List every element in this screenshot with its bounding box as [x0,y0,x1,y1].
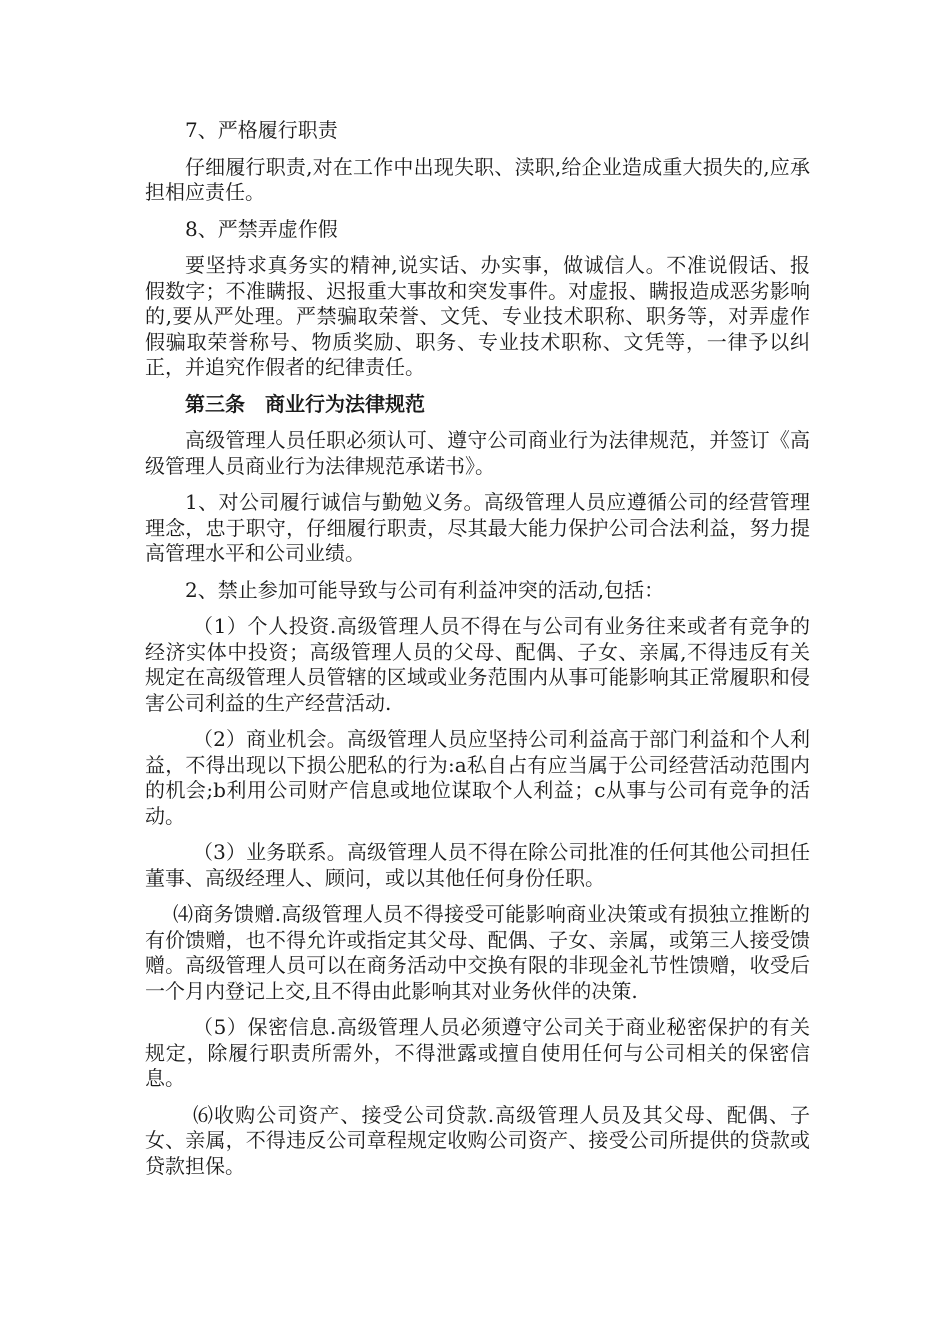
article-3-heading: 第三条 商业行为法律规范 [185,391,425,416]
sub-item-4: ⑷商务馈赠.高级管理人员不得接受可能影响商业决策或有损独立推断的有价馈赠，也不得允许或指定其父母、配偶、子女、亲属，或第三人接受馈赠。高级管理人员可以在商务活动中交换有限的非现金礼节性馈赠，收受后一个月内登记上交,且不得由此影响其对业务伙伴的决策. [145,902,810,1003]
sub-item-5: （5）保密信息.高级管理人员必须遵守公司关于商业秘密保护的有关规定，除履行职责所需外，不得泄露或擅自使用任何与公司相关的保密信息。 [145,1015,810,1090]
document-body [145,118,810,1190]
point-2: 2、禁止参加可能导致与公司有利益冲突的活动,包括： [185,577,665,602]
sub-item-6: ⑹收购公司资产、接受公司贷款.高级管理人员及其父母、配偶、子女、亲属，不得违反公司章程规定收购公司资产、接受公司所提供的贷款或贷款担保。 [145,1102,810,1178]
sub-item-1: （1）个人投资.高级管理人员不得在与公司有业务往来或者有竞争的经济实体中投资；高级管理人员的父母、配偶、子女、亲属,不得违反有关规定在高级管理人员管辖的区域或业务范围内从事可能影响其正常履职和侵害公司利益的生产经营活动. [145,614,810,715]
item-8-body: 要坚持求真务实的精神,说实话、办实事，做诚信人。不准说假话、报假数字；不准瞒报、迟报重大事故和突发事件。对虚报、瞒报造成恶劣影响的,要从严处理。严禁骗取荣誉、文凭、专业技术职称、职务等，对弄虚作假骗取荣誉称号、物质奖励、职务、专业技术职称、文凭等，一律予以纠正，并追究作假者的纪律责任。 [145,253,810,379]
item-8-title: 8、严禁弄虚作假 [185,216,338,241]
item-7-body: 仔细履行职责,对在工作中出现失职、渎职,给企业造成重大损失的,应承担相应责任。 [145,154,810,204]
sub-item-3: （3）业务联系。高级管理人员不得在除公司批准的任何其他公司担任董事、高级经理人、顾问，或以其他任何身份任职。 [145,840,810,890]
point-1: 1、对公司履行诚信与勤勉义务。高级管理人员应遵循公司的经营管理理念，忠于职守，仔细履行职责，尽其最大能力保护公司合法利益，努力提高管理水平和公司业绩。 [145,490,810,565]
article-3-intro: 高级管理人员任职必须认可、遵守公司商业行为法律规范，并签订《高级管理人员商业行为法律规范承诺书》。 [145,428,810,478]
sub-item-2: （2）商业机会。高级管理人员应坚持公司利益高于部门利益和个人利益，不得出现以下损公肥私的行为:a私自占有应当属于公司经营活动范围内的机会;b利用公司财产信息或地位谋取个人利益；c从事与公司有竞争的活动。 [145,727,810,828]
item-7-title: 7、严格履行职责 [185,118,338,142]
